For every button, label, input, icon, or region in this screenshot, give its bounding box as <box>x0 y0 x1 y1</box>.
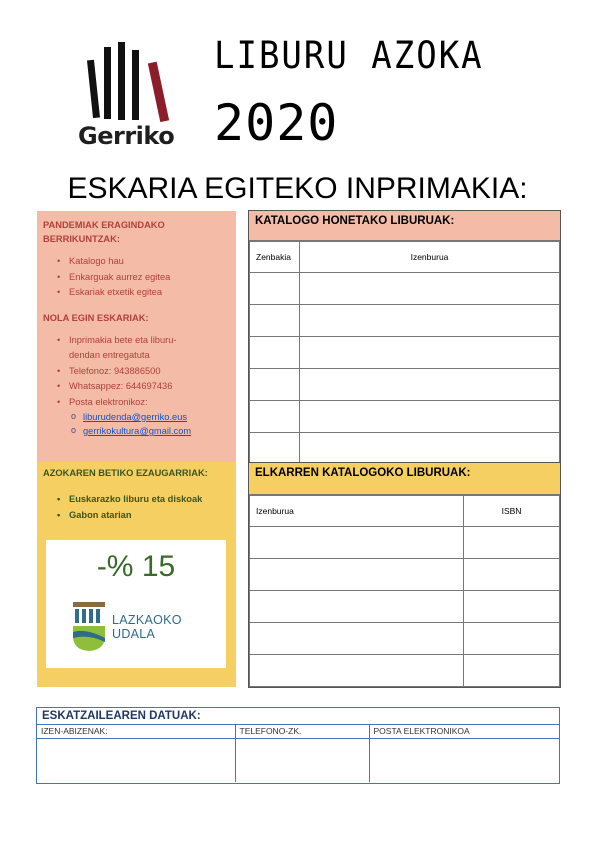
table-row <box>250 337 560 369</box>
table-row <box>250 369 560 401</box>
col-header-title: Izenburua <box>250 496 464 527</box>
email-list <box>71 410 230 438</box>
table-row <box>250 559 560 591</box>
phone-field[interactable] <box>235 738 369 782</box>
name-label: IZEN-ABIZENAK: <box>37 725 235 738</box>
sponsor-line: UDALA <box>112 627 156 641</box>
list-item: • Euskarazko liburu eta diskoak <box>57 492 230 508</box>
catalog-table <box>248 210 561 466</box>
section-howto-title: NOLA EGIN ESKARIAK: <box>43 312 149 323</box>
section-pandemic-title <box>43 218 230 246</box>
title-cell[interactable] <box>250 527 464 559</box>
table-row <box>250 623 560 655</box>
email-link-culture[interactable]: gerrikokultura@gmail.com <box>83 426 192 436</box>
fair-title: LIBURU AZOKA <box>214 34 484 78</box>
col-header-number: Zenbakia <box>250 242 300 273</box>
customer-data-title: ESKATZAILEAREN DATUAK: <box>37 708 559 725</box>
isbn-cell[interactable] <box>464 527 560 559</box>
section-title-line: BERRIKUNTZAK: <box>43 234 120 244</box>
number-cell[interactable] <box>250 369 300 401</box>
col-header-title: Izenburua <box>300 242 560 273</box>
section-features-title: AZOKAREN BETIKO EZAUGARRIAK: <box>43 468 208 478</box>
section-title-line: PANDEMIAK ERAGINDAKO <box>43 220 165 230</box>
fair-year: 2020 <box>214 94 339 152</box>
list-item: • Whatsappez: 644697436 <box>57 379 230 395</box>
number-cell[interactable] <box>250 273 300 305</box>
email-item <box>71 424 230 438</box>
isbn-cell[interactable] <box>464 655 560 687</box>
customer-data-box <box>36 707 560 784</box>
title-cell[interactable] <box>300 337 560 369</box>
email-item <box>71 410 230 424</box>
list-item <box>57 333 230 364</box>
email-label: POSTA ELEKTRONIKOA <box>369 725 559 738</box>
list-item: • Katalogo hau <box>57 254 230 270</box>
isbn-cell[interactable] <box>464 559 560 591</box>
list-item-line: • Inprimakia bete eta liburu- <box>69 334 177 345</box>
howto-list <box>57 333 230 411</box>
table-row <box>250 401 560 433</box>
logo-text: Gerriko <box>78 122 175 150</box>
form-title: ESKARIA EGITEKO INPRIMAKIA: <box>67 172 528 205</box>
title-cell[interactable] <box>250 591 464 623</box>
number-cell[interactable] <box>250 433 300 465</box>
catalog-table-title: KATALOGO HONETAKO LIBURUAK: <box>249 211 560 241</box>
discount-box <box>46 540 226 668</box>
list-item: • Gabon atarian <box>57 508 230 524</box>
title-cell[interactable] <box>300 433 560 465</box>
number-cell[interactable] <box>250 401 300 433</box>
table-row <box>250 527 560 559</box>
list-item-line: dendan entregatuta <box>69 350 150 360</box>
other-table-title: ELKARREN KATALOGOKO LIBURUAK: <box>249 463 560 495</box>
table-row <box>250 273 560 305</box>
info-panel-pink <box>37 211 236 462</box>
col-header-isbn: ISBN <box>464 496 560 527</box>
title-cell[interactable] <box>300 401 560 433</box>
table-row <box>250 655 560 687</box>
pandemic-list <box>57 254 230 301</box>
discount-value: -% 15 <box>96 550 176 583</box>
email-field[interactable] <box>369 738 559 782</box>
list-item: • Enkarguak aurrez egitea <box>57 270 230 286</box>
phone-label: TELEFONO-ZK. <box>235 725 369 738</box>
list-item: • Telefonoz: 943886500 <box>57 364 230 380</box>
title-cell[interactable] <box>250 623 464 655</box>
title-cell[interactable] <box>300 305 560 337</box>
name-field[interactable] <box>37 738 235 782</box>
list-item: • Posta elektronikoz: <box>57 395 230 411</box>
sponsor-name <box>112 613 182 641</box>
title-cell[interactable] <box>300 369 560 401</box>
isbn-cell[interactable] <box>464 591 560 623</box>
title-cell[interactable] <box>250 559 464 591</box>
lazkao-logo-icon <box>72 602 106 652</box>
list-item: • Eskariak etxetik egitea <box>57 285 230 301</box>
table-row <box>250 591 560 623</box>
other-catalog-table <box>248 462 561 688</box>
table-row <box>250 305 560 337</box>
title-cell[interactable] <box>250 655 464 687</box>
title-cell[interactable] <box>300 273 560 305</box>
features-list <box>57 492 230 523</box>
email-link-shop[interactable]: liburudenda@gerriko.eus <box>83 412 188 422</box>
table-row <box>250 433 560 465</box>
number-cell[interactable] <box>250 305 300 337</box>
sponsor-line: LAZKAOKO <box>112 613 182 627</box>
isbn-cell[interactable] <box>464 623 560 655</box>
number-cell[interactable] <box>250 337 300 369</box>
